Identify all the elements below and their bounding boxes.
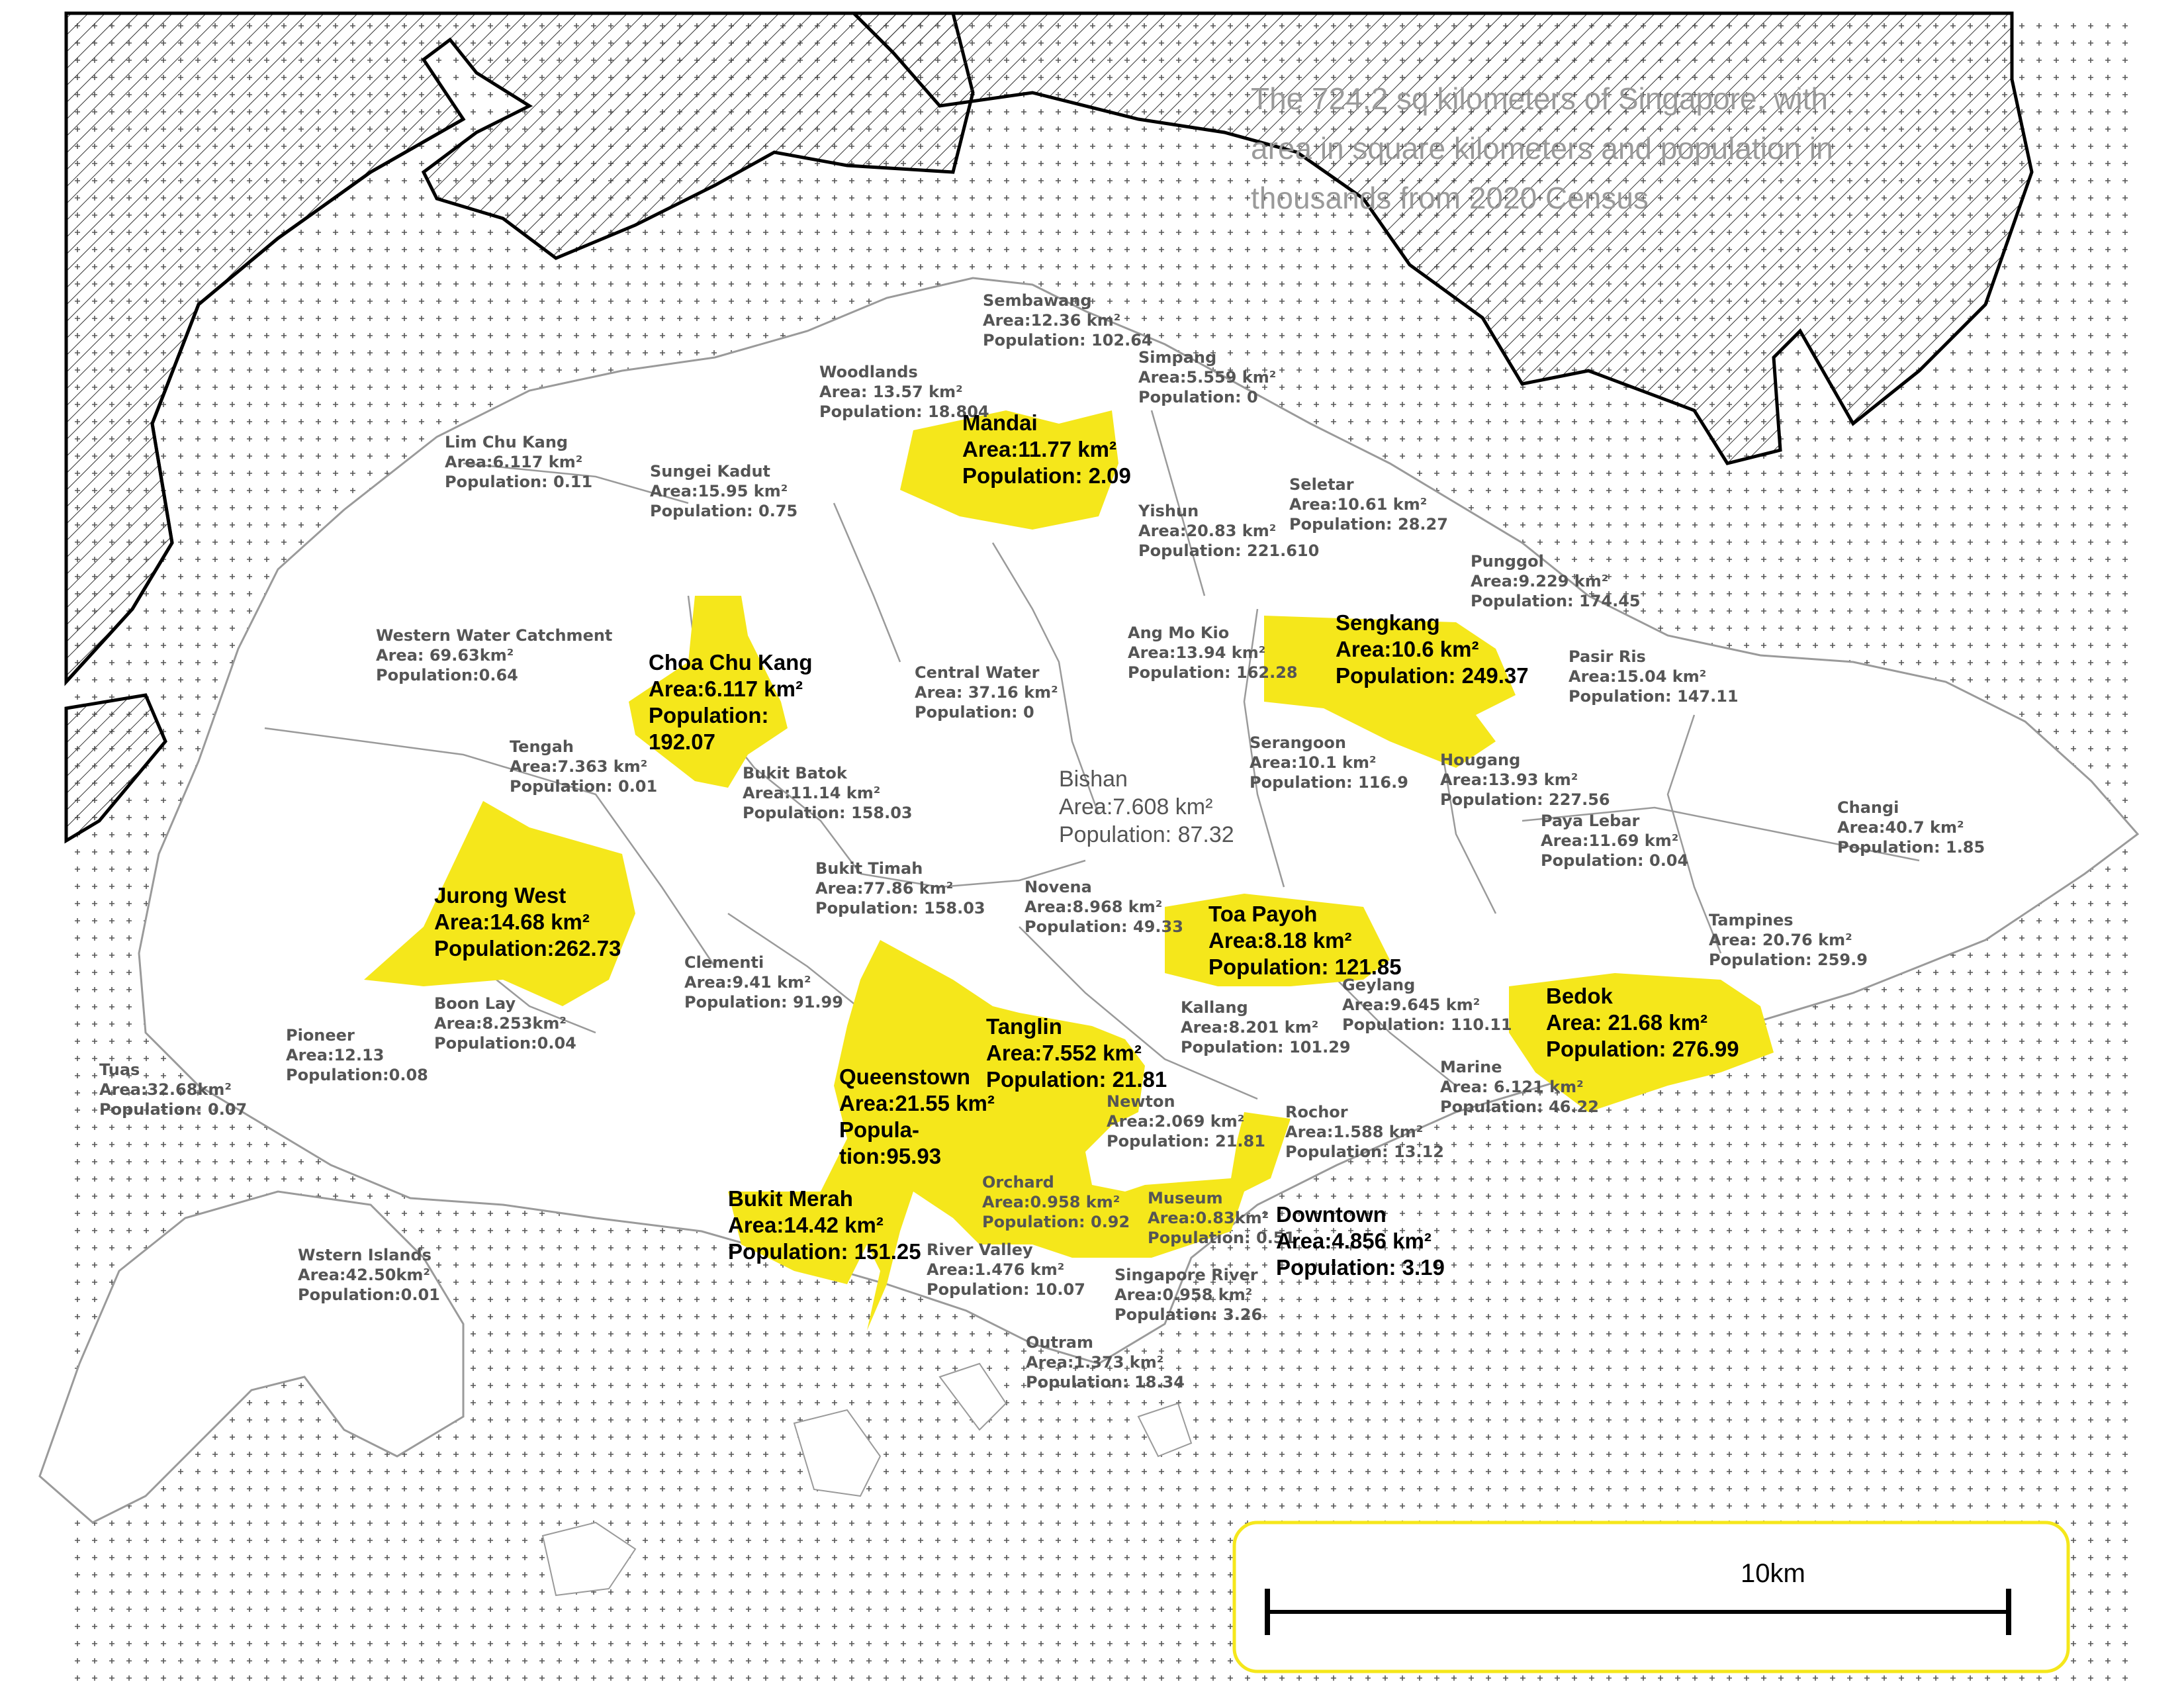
region-area: Area:0.958 km²	[982, 1193, 1120, 1211]
region-area: Area:9.645 km²	[1342, 996, 1480, 1014]
region-pop: Population: 3.19	[1276, 1255, 1445, 1280]
region-area: Area:14.68 km²	[434, 910, 590, 934]
region-pop: Population: 101.29	[1181, 1038, 1351, 1056]
region-area: Area:15.04 km²	[1569, 667, 1707, 686]
region-name: Paya Lebar	[1541, 812, 1640, 830]
region-pop: Population: 276.99	[1546, 1037, 1739, 1061]
region-name: Bukit Batok	[743, 764, 847, 782]
region-area: Area:40.7 km²	[1837, 818, 1964, 837]
region-name: Bedok	[1546, 984, 1613, 1008]
region-name: Yishun	[1138, 502, 1199, 520]
region-name: Bishan	[1059, 767, 1128, 792]
scale-bar-box	[1234, 1523, 2068, 1671]
region-pop: Population: 249.37	[1336, 663, 1529, 688]
region-area: Area: 37.16 km²	[915, 683, 1058, 702]
region-pop: Population: 18.34	[1026, 1373, 1185, 1391]
region-pop: Population: 158.03	[743, 804, 913, 822]
region-name: Tampines	[1709, 911, 1794, 929]
region-area: Area: 21.68 km²	[1546, 1010, 1707, 1035]
region-name: Singapore River	[1115, 1266, 1258, 1284]
region-pop: Population: 174.45	[1471, 592, 1641, 610]
region-pop: Population: 46.22	[1440, 1098, 1599, 1116]
region-name: Western Water Catchment	[376, 626, 613, 645]
region-area: Area:0.83km²	[1148, 1209, 1269, 1227]
region-area: Area:20.83 km²	[1138, 522, 1277, 540]
region-area: Area:77.86 km²	[815, 879, 954, 898]
region-area: Area:32.68km²	[99, 1080, 232, 1099]
region-pop: Population: 121.85	[1208, 955, 1402, 979]
region-area: Area:8.18 km²	[1208, 928, 1352, 953]
region-name: Hougang	[1440, 751, 1521, 769]
region-pop2: 192.07	[649, 729, 715, 754]
region-name: Lim Chu Kang	[445, 433, 569, 451]
region-pop: Population: 0	[915, 703, 1034, 722]
region-pop: Population: 3.26	[1115, 1305, 1263, 1324]
region-pop: Population: 0.92	[982, 1213, 1130, 1231]
region-name: Mandai	[962, 410, 1038, 435]
map-title-line-2: area in square kilometers and population in	[1251, 131, 1833, 165]
region-name: Toa Payoh	[1208, 902, 1318, 926]
region-pop: Population: 21.81	[1107, 1132, 1265, 1150]
region-area: Area:9.229 km²	[1471, 572, 1609, 590]
region-pop: Population: 147.11	[1569, 687, 1739, 706]
region-name: Wstern Islands	[298, 1246, 432, 1264]
region-name: Sungei Kadut	[650, 462, 771, 481]
region-area: Area:0.958 km²	[1115, 1286, 1253, 1304]
region-name: River Valley	[927, 1241, 1033, 1259]
region-area: Area:4.856 km²	[1276, 1229, 1432, 1253]
region-name: Boon Lay	[434, 994, 516, 1013]
region-pop: Population: 259.9	[1709, 951, 1868, 969]
region-pop: Population: 18.804	[819, 402, 989, 421]
region-area: Area:10.61 km²	[1289, 495, 1428, 514]
region-pop: Population: 0	[1138, 388, 1258, 406]
region-pop: Population: 221.610	[1138, 541, 1320, 560]
map-title-line-1: The 724.2 sq kilometers of Singapore, with	[1251, 81, 1828, 116]
region-name: Seletar	[1289, 475, 1354, 494]
region-area: Area:11.77 km²	[962, 437, 1116, 461]
region-name: Sengkang	[1336, 610, 1440, 635]
region-area: Area:10.1 km²	[1250, 753, 1377, 772]
region-area: Area:12.13	[286, 1046, 385, 1064]
region-name: Marine	[1440, 1058, 1502, 1076]
region-pop: Population:0.01	[298, 1286, 440, 1304]
region-area: Area:7.363 km²	[510, 757, 648, 776]
scale-bar-label: 10km	[1741, 1559, 1805, 1588]
region-name: Novena	[1024, 878, 1092, 896]
region-name: Museum	[1148, 1189, 1223, 1207]
region-area: Area:14.42 km²	[728, 1213, 884, 1237]
region-pop: Population: 1.85	[1837, 838, 1985, 857]
region-pop: Population: 0.04	[1541, 851, 1689, 870]
region-name: Newton	[1107, 1092, 1175, 1111]
region-area: Area: 13.57 km²	[819, 383, 963, 401]
region-name: Kallang	[1181, 998, 1248, 1017]
region-area: Area:7.552 km²	[986, 1041, 1142, 1065]
region-pop: Population: 10.07	[927, 1280, 1085, 1299]
region-pop: Population: 87.32	[1059, 822, 1234, 847]
region-area: Area:11.69 km²	[1541, 831, 1679, 850]
region-pop: Population: 158.03	[815, 899, 985, 917]
region-name: Downtown	[1276, 1202, 1387, 1227]
region-area: Area:11.14 km²	[743, 784, 881, 802]
region-area: Area:9.41 km²	[684, 973, 811, 992]
region-name: Queenstown	[839, 1064, 971, 1089]
region-name: Serangoon	[1250, 733, 1346, 752]
region-pop: Population: 227.56	[1440, 790, 1610, 809]
region-area: Area:8.253km²	[434, 1014, 567, 1033]
region-pop: Population: 2.09	[962, 463, 1131, 488]
region-name: Clementi	[684, 953, 764, 972]
region-pop: Population: 0.51	[1148, 1229, 1296, 1247]
region-pop: Population:0.04	[434, 1034, 576, 1053]
region-pop: Population: 0.75	[650, 502, 798, 520]
region-name: Changi	[1837, 798, 1899, 817]
region-pop: Population: 102.64	[983, 331, 1153, 350]
region-pop: Population: 151.25	[728, 1239, 921, 1264]
region-pop: Population: 91.99	[684, 993, 843, 1011]
region-pop: Population: 13.12	[1285, 1143, 1444, 1161]
region-name: Orchard	[982, 1173, 1054, 1192]
region-pop: Population: 0.11	[445, 473, 593, 491]
region-name: Outram	[1026, 1333, 1093, 1352]
region-label-singapore-river	[1115, 1266, 1262, 1324]
region-area: Area: 69.63km²	[376, 646, 514, 665]
region-pop: Population:	[649, 703, 769, 727]
map-title-line-3: thousands from 2020 Census	[1251, 181, 1649, 215]
region-pop: Population: 162.28	[1128, 663, 1298, 682]
region-name: Tanglin	[986, 1014, 1062, 1039]
region-name: Woodlands	[819, 363, 918, 381]
region-pop: Population: 28.27	[1289, 515, 1448, 534]
region-name: Bukit Timah	[815, 859, 923, 878]
region-name: Tuas	[99, 1060, 140, 1079]
region-pop: Population: 116.9	[1250, 773, 1408, 792]
region-name: Choa Chu Kang	[649, 650, 813, 675]
region-area: Area:1.373 km²	[1026, 1353, 1164, 1372]
region-pop: Population:0.64	[376, 666, 518, 684]
region-name: Punggol	[1471, 552, 1544, 571]
region-name: Rochor	[1285, 1103, 1348, 1121]
region-area: Area:6.117 km²	[445, 453, 583, 471]
region-name: Tengah	[510, 737, 574, 756]
region-area: Area: 20.76 km²	[1709, 931, 1852, 949]
region-pop: Population:262.73	[434, 936, 621, 961]
region-area: Area:10.6 km²	[1336, 637, 1479, 661]
region-pop: Population: 110.11	[1342, 1015, 1512, 1034]
region-area: Area:6.117 km²	[649, 677, 803, 701]
region-pop: Popula-	[839, 1117, 919, 1142]
region-area: Area:15.95 km²	[650, 482, 788, 500]
region-name: Pioneer	[286, 1026, 355, 1045]
region-label-western-islands	[298, 1246, 440, 1304]
region-name: Sembawang	[983, 291, 1092, 310]
region-area: Area:7.608 km²	[1059, 794, 1213, 820]
region-area: Area:8.968 km²	[1024, 898, 1163, 916]
region-area: Area:2.069 km²	[1107, 1112, 1245, 1131]
region-area: Area:13.94 km²	[1128, 643, 1266, 662]
region-area: Area:13.93 km²	[1440, 771, 1578, 789]
region-area: Area:5.559 km²	[1138, 368, 1277, 387]
region-area: Area:1.588 km²	[1285, 1123, 1424, 1141]
region-pop: Population: 21.81	[986, 1067, 1167, 1092]
region-name: Ang Mo Kio	[1128, 624, 1230, 642]
region-name: Bukit Merah	[728, 1186, 853, 1211]
region-pop2: tion:95.93	[839, 1144, 942, 1168]
region-pop: Population:0.08	[286, 1066, 428, 1084]
region-name: Central Water	[915, 663, 1040, 682]
region-name: Pasir Ris	[1569, 647, 1646, 666]
region-area: Area:12.36 km²	[983, 311, 1121, 330]
region-area: Area: 6.121 km²	[1440, 1078, 1584, 1096]
region-area: Area:21.55 km²	[839, 1091, 995, 1115]
region-name: Geylang	[1342, 976, 1416, 994]
region-name: Jurong West	[434, 883, 567, 908]
region-name: Simpang	[1138, 348, 1217, 367]
region-area: Area:8.201 km²	[1181, 1018, 1319, 1037]
region-area: Area:1.476 km²	[927, 1260, 1065, 1279]
region-area: Area:42.50km²	[298, 1266, 430, 1284]
region-pop: Population: 0.01	[510, 777, 658, 796]
region-pop: Population: 49.33	[1024, 917, 1183, 936]
region-pop: Population: 0.07	[99, 1100, 248, 1119]
